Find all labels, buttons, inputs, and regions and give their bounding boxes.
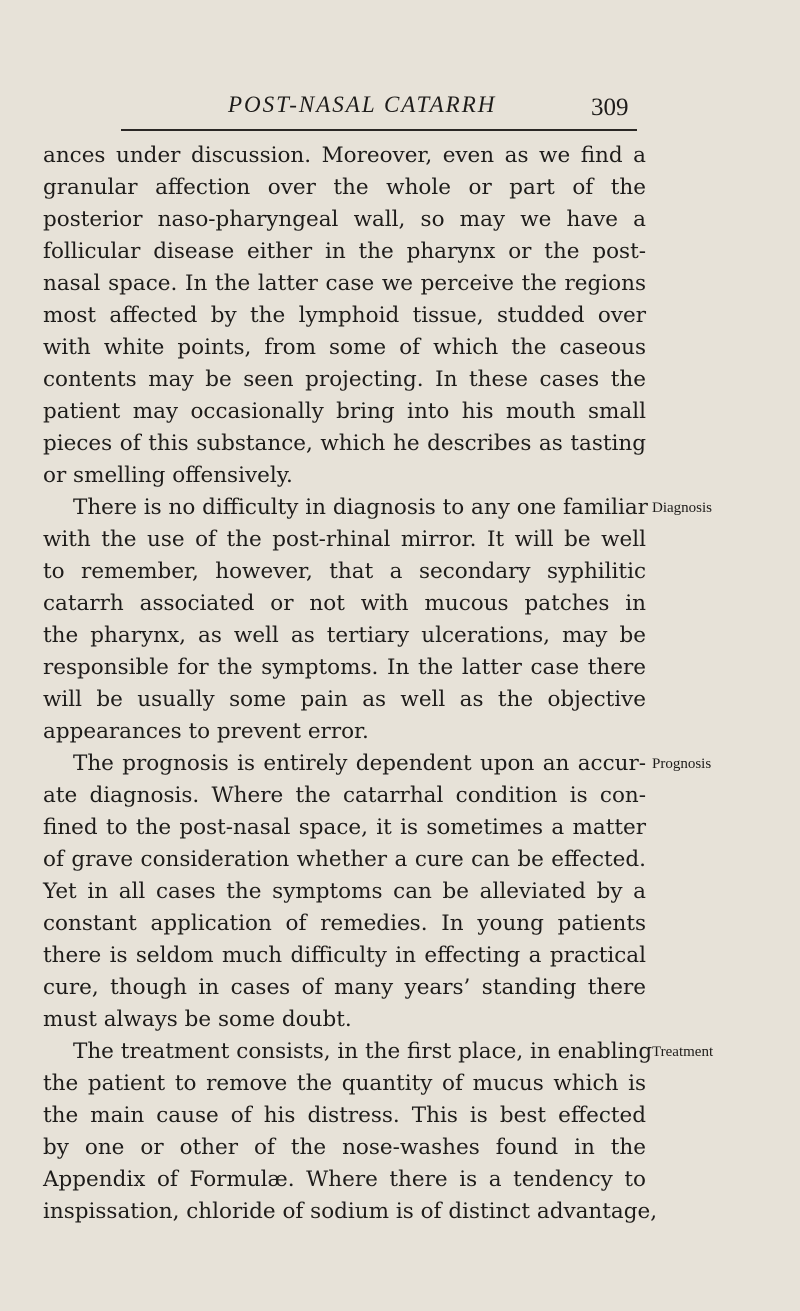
text-line: of grave consideration whether a cure can be effected. xyxy=(43,847,646,872)
text-line: most affected by the lymphoid tissue, studded over xyxy=(43,303,646,328)
text-line: contents may be seen projecting. In these cases the xyxy=(43,367,646,392)
text-line: the pharynx, as well as tertiary ulcerations, may be xyxy=(43,623,646,648)
sidenote-diagnosis: Diagnosis xyxy=(652,500,712,516)
text-line: to remember, however, that a secondary syphilitic xyxy=(43,559,646,584)
sidenote-prognosis: Prognosis xyxy=(652,756,712,772)
text-line: pieces of this substance, which he describes as tasting xyxy=(43,431,646,456)
text-line: ances under discussion. Moreover, even as we find a xyxy=(43,143,646,168)
text-line: there is seldom much difficulty in effecting a practical xyxy=(43,943,646,968)
text-line: posterior naso-pharyngeal wall, so may we have a xyxy=(43,207,646,232)
text-line: patient may occasionally bring into his mouth small xyxy=(43,399,646,424)
text-line: fined to the post-nasal space, it is sometimes a matter xyxy=(43,815,646,840)
text-line: the patient to remove the quantity of mucus which is xyxy=(43,1071,646,1096)
text-line: ate diagnosis. Where the catarrhal condition is con- xyxy=(43,783,646,808)
page-number: 309 xyxy=(591,94,629,121)
text-line: with white points, from some of which the caseous xyxy=(43,335,646,360)
paragraph-first-line: The prognosis is entirely dependent upon an accur- xyxy=(73,751,646,776)
text-line: will be usually some pain as well as the objective xyxy=(43,687,646,712)
text-line: nasal space. In the latter case we perceive the regions xyxy=(43,271,646,296)
paragraph-first-line: The treatment consists, in the first place, in enabling xyxy=(73,1039,653,1064)
text-line: Appendix of Formulæ. Where there is a tendency to xyxy=(43,1167,646,1192)
text-line: constant application of remedies. In young patients xyxy=(43,911,646,936)
text-line: Yet in all cases the symptoms can be alleviated by a xyxy=(43,879,646,904)
text-line: inspissation, chloride of sodium is of distinct advantage, xyxy=(43,1199,658,1224)
text-line: the main cause of his distress. This is best effected xyxy=(43,1103,646,1128)
text-line: by one or other of the nose-washes found in the xyxy=(43,1135,646,1160)
text-line: or smelling offensively. xyxy=(43,463,293,488)
text-line: responsible for the symptoms. In the latter case there xyxy=(43,655,646,680)
text-line: follicular disease either in the pharynx or the post- xyxy=(43,239,646,264)
sidenote-treatment: Treatment xyxy=(652,1044,714,1060)
text-line: with the use of the post-rhinal mirror. It will be well xyxy=(43,527,646,552)
header-rule xyxy=(121,129,637,131)
text-line: granular affection over the whole or part of the xyxy=(43,175,646,200)
text-line: catarrh associated or not with mucous patches in xyxy=(43,591,646,616)
text-line: cure, though in cases of many years’ standing there xyxy=(43,975,646,1000)
running-title: POST-NASAL CATARRH xyxy=(228,92,497,117)
paragraph-first-line: There is no difficulty in diagnosis to any one familiar xyxy=(73,495,648,520)
text-line: must always be some doubt. xyxy=(43,1007,352,1032)
text-line: appearances to prevent error. xyxy=(43,719,369,744)
